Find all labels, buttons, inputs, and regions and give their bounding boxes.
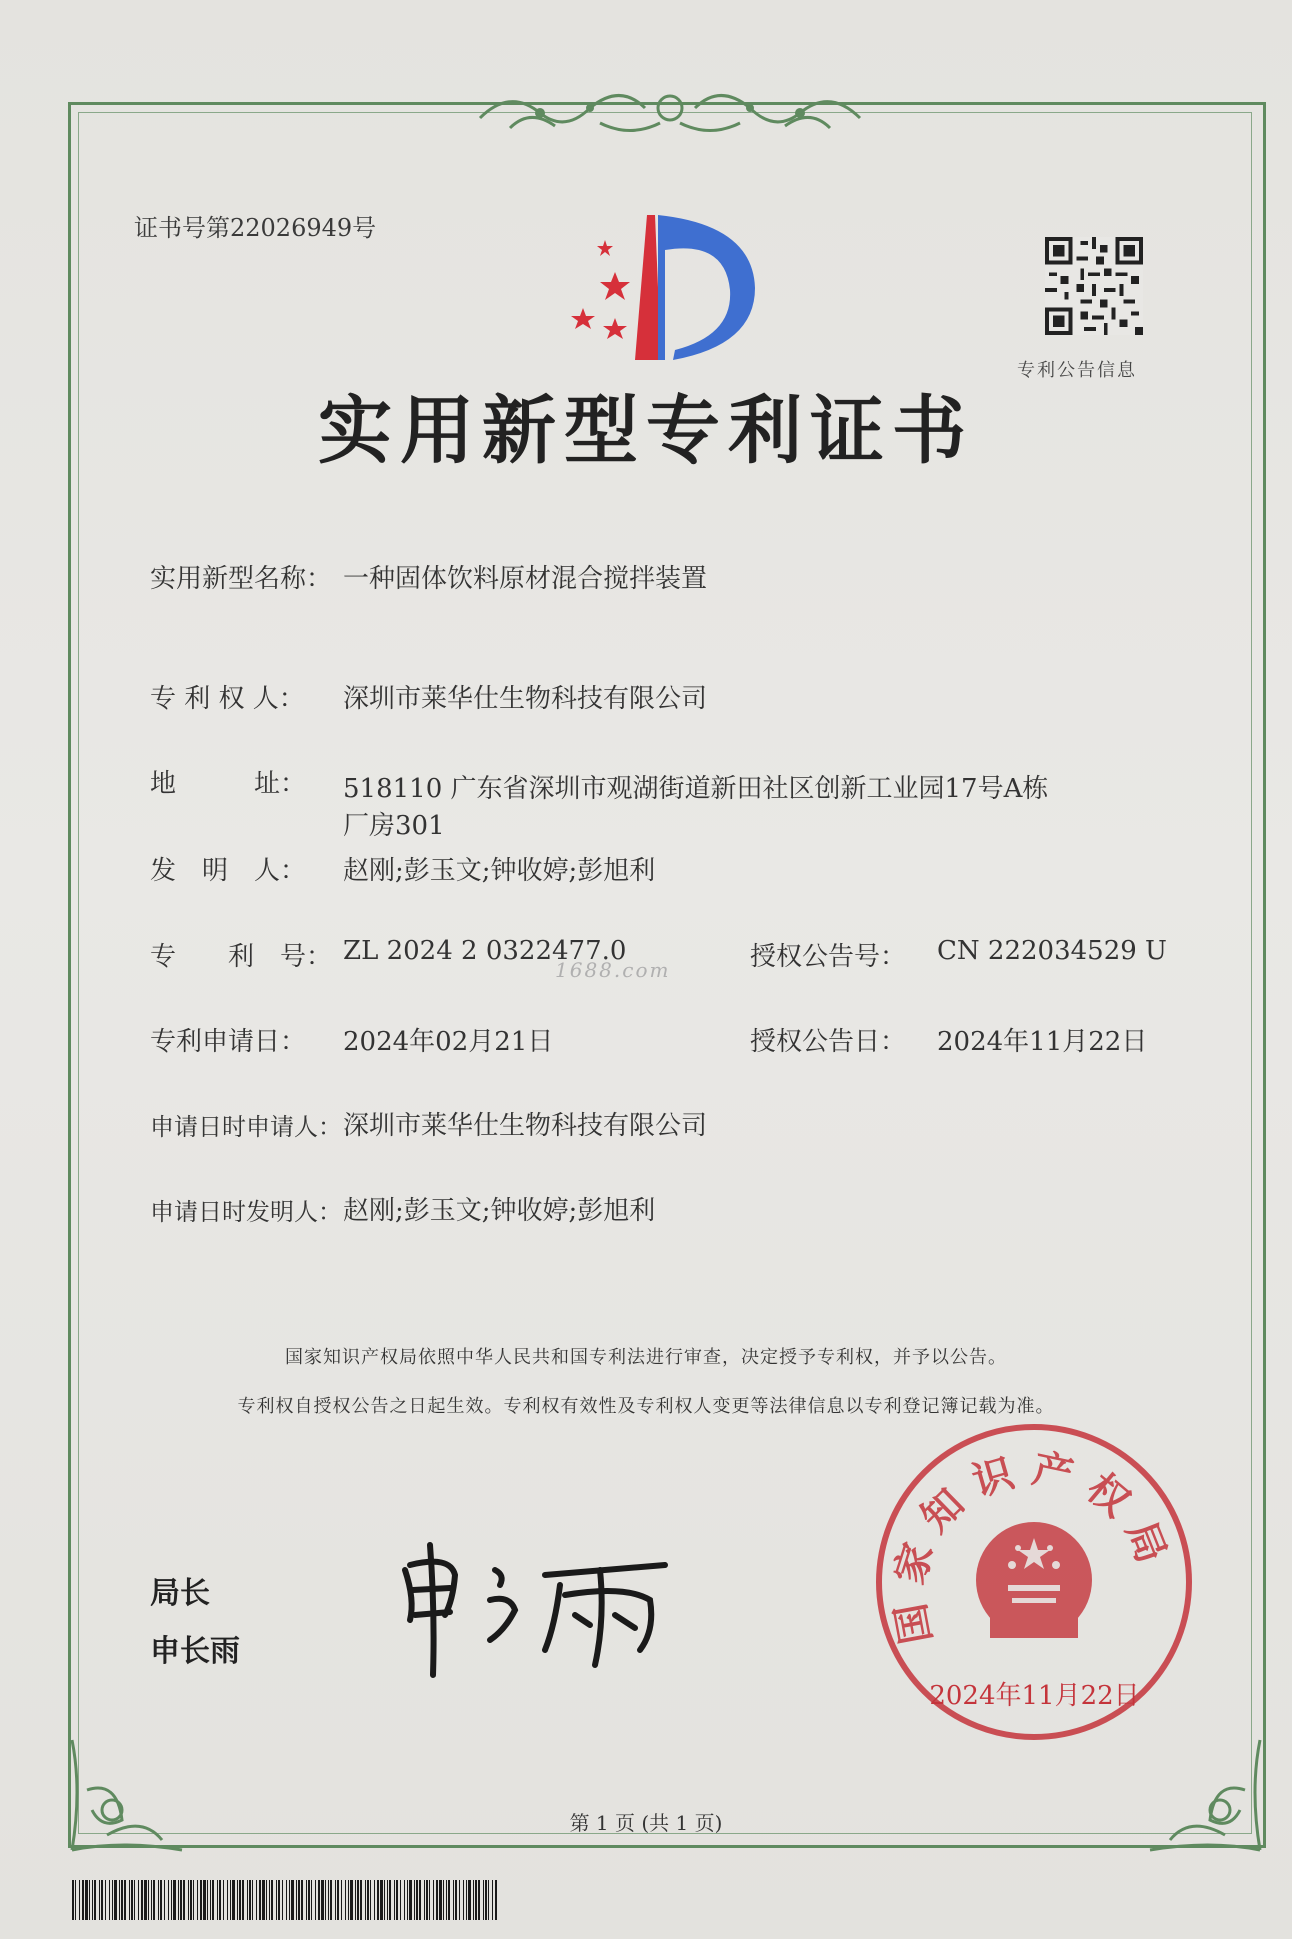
seal-text: 国家知识产权局 [885, 1445, 1180, 1648]
field-label: 申请日时申请人： [150, 1113, 342, 1141]
field-utility-model-name [150, 558, 332, 595]
field-value: 518110 广东省深圳市观湖街道新田社区创新工业园17号A栋 [343, 774, 1049, 804]
field-value: 2024年02月21日 [343, 1027, 554, 1057]
certificate-title: 实用新型专利证书 [318, 388, 974, 474]
field-value: 厂房301 [343, 811, 445, 841]
field-label: 专利申请日： [150, 1027, 307, 1057]
field-value: 赵刚;彭玉文;钟收婷;彭旭利 [343, 856, 656, 886]
barcode-icon [72, 1880, 497, 1920]
field-value: 一种固体饮料原材混合搅拌装置 [343, 564, 708, 594]
field-label: 专 利 权 人： [150, 684, 305, 714]
director-name: 申长雨 [150, 1634, 240, 1669]
notice-line-1: 国家知识产权局依照中华人民共和国专利法进行审查，决定授予专利权，并予以公告。 [285, 1347, 1007, 1368]
qr-label: 专利公告信息 [1017, 360, 1137, 381]
field-label: 发 明 人： [150, 856, 307, 886]
field-value: 赵刚;彭玉文;钟收婷;彭旭利 [343, 1196, 656, 1226]
field-label: 专 利 号： [150, 942, 333, 972]
field-value: 深圳市莱华仕生物科技有限公司 [343, 1111, 708, 1141]
certificate-number: 证书号第22026949号 [134, 214, 377, 242]
signature-icon [395, 1530, 705, 1680]
field-label: 实用新型名称： [150, 564, 333, 594]
field-label: 申请日时发明人： [150, 1198, 342, 1226]
watermark: 1688.com [555, 958, 671, 982]
field-value: 深圳市莱华仕生物科技有限公司 [343, 684, 708, 714]
corner-ornament-bottom-left-icon [62, 1730, 192, 1860]
notice-line-2: 专利权自授权公告之日起生效。专利权有效性及专利权人变更等法律信息以专利登记簿记载为准。 [237, 1396, 1055, 1417]
field-label: 授权公告号： [750, 942, 907, 972]
director-title: 局长 [150, 1576, 210, 1611]
cnipa-logo-icon [565, 210, 780, 370]
qr-code-icon[interactable] [1045, 237, 1143, 335]
page-number: 第 1 页 (共 1 页) [569, 1811, 723, 1835]
top-ornament-icon [470, 78, 870, 148]
field-label: 授权公告日： [750, 1027, 907, 1057]
seal-date: 2024年11月22日 [929, 1681, 1140, 1711]
field-value: CN 222034529 U [937, 936, 1167, 966]
official-seal [872, 1420, 1197, 1745]
field-value: ZL 2024 2 0322477.0 [343, 936, 627, 966]
corner-ornament-bottom-right-icon [1140, 1730, 1270, 1860]
field-value: 2024年11月22日 [937, 1027, 1148, 1057]
field-label: 地 址： [150, 769, 307, 799]
